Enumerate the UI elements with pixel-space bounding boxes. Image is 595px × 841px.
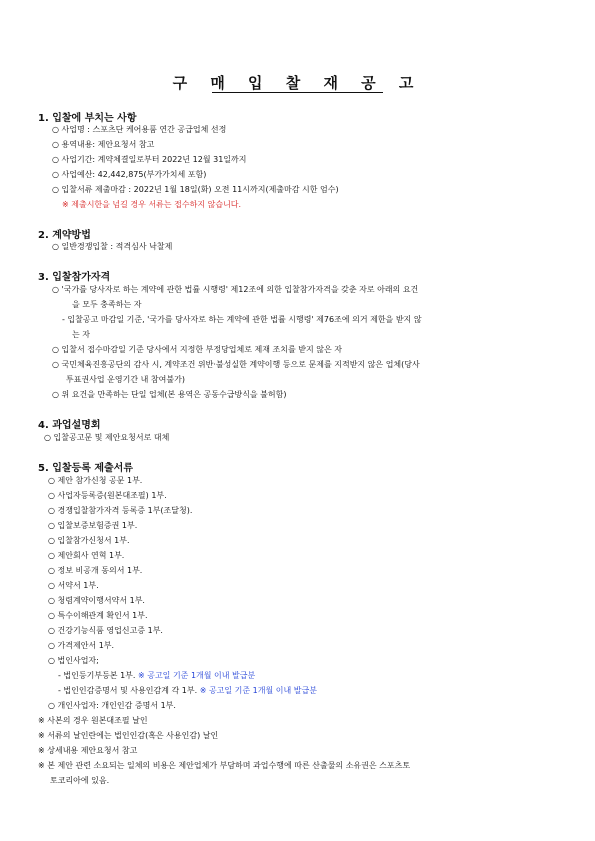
sub-item-text: - 법인인감증명서 및 사용인감계 각 1부. — [58, 686, 198, 695]
s5-item: ○ 정보 비공개 동의서 1부. — [48, 566, 143, 575]
s3-line: ○ 국민체육진흥공단의 감사 시, 계약조건 위반·불성실한 계약이행 등으로 문제를 지적받지 않은 업체(당사 — [52, 360, 420, 369]
s3-line: 투표권사업 운영기간 내 참여불가) — [66, 375, 185, 384]
section-2-heading: 2. 계약방법 — [38, 230, 91, 241]
section-1-heading: 1. 입찰에 부치는 사항 — [38, 113, 137, 124]
s4-item: ○ 입찰공고문 및 제안요청서로 대체 — [44, 433, 170, 442]
s5-item: ○ 입찰참가신청서 1부. — [48, 536, 130, 545]
section-5-heading: 5. 입찰등록 제출서류 — [38, 463, 133, 474]
section-3-heading: 3. 입찰참가자격 — [38, 272, 111, 283]
s1-item: ○ 용역내용: 제안요청서 참고 — [52, 140, 155, 149]
s3-line: 을 모두 충족하는 자 — [72, 300, 142, 309]
s5-item: ○ 건강기능식품 영업신고증 1부. — [48, 626, 163, 635]
s5-note: ※ 상세내용 제안요청서 참고 — [38, 746, 138, 755]
s2-item: ○ 일반경쟁입찰 : 적격심사 낙찰제 — [52, 242, 173, 251]
s5-note: ※ 본 제안 관련 소요되는 일체의 비용은 제안업체가 부담하며 과업수행에 따른 산출물의 소유권은 스포츠토 — [38, 761, 411, 770]
s5-item: ○ 가격제안서 1부. — [48, 641, 115, 650]
s5-sub-item — [58, 670, 255, 682]
s1-item: ○ 입찰서류 제출마감 : 2022년 1월 18일(화) 오전 11시까지(제출마감 시한 엄수) — [52, 185, 339, 194]
s5-item: ○ 서약서 1부. — [48, 581, 99, 590]
s5-note: 토코리아에 있음. — [50, 776, 110, 785]
s5-note: ※ 서류의 날인란에는 법인인감(혹은 사용인감) 날인 — [38, 731, 219, 740]
s5-item: ○ 특수이해관계 확인서 1부. — [48, 611, 148, 620]
s3-line: - 입찰공고 마감일 기준, '국가를 당사자로 하는 계약에 관한 법률 시행령' 제76조에 의거 제한을 받지 않 — [62, 315, 422, 324]
s5-item: ○ 법인사업자; — [48, 656, 99, 665]
s3-line: ○ 위 요건을 만족하는 단일 업체(본 용역은 공동수급방식을 불허함) — [52, 390, 287, 399]
s5-item: ○ 입찰보증보험증권 1부. — [48, 521, 138, 530]
s5-item: ○ 청렴계약이행서약서 1부. — [48, 596, 145, 605]
s5-item: ○ 제안 참가신청 공문 1부. — [48, 476, 143, 485]
s5-item: ○ 제안회사 연혁 1부. — [48, 551, 125, 560]
s3-line: ○ '국가를 당사자로 하는 계약에 관한 법률 시행령' 제12조에 의한 입찰참가자격을 갖춘 자로 아래의 요건 — [52, 285, 419, 294]
section-4-heading: 4. 과업설명회 — [38, 420, 101, 431]
sub-item-note: ※ 공고일 기준 1개월 이내 발급분 — [137, 671, 256, 680]
s5-item: ○ 경쟁입찰참가자격 등록증 1부(조달청). — [48, 506, 193, 515]
sub-item-text: - 법인등기부등본 1부. — [58, 671, 136, 680]
s5-sub-item — [58, 685, 317, 697]
s1-item: ○ 사업예산: 42,442,875(부가가치세 포함) — [52, 170, 207, 179]
s3-line: 는 자 — [72, 330, 90, 339]
sub-item-note: ※ 공고일 기준 1개월 이내 발급분 — [199, 686, 317, 695]
s5-note: ※ 사본의 경우 원본대조필 날인 — [38, 716, 148, 725]
s1-item: ○ 사업명 : 스포츠단 케어용품 연간 공급업체 선정 — [52, 125, 227, 134]
s5-item: ○ 사업자등록증(원본대조필) 1부. — [48, 491, 167, 500]
s1-item: ○ 사업기간: 계약체결일로부터 2022년 12월 31일까지 — [52, 155, 247, 164]
s5-item: ○ 개인사업자: 개인인감 증명서 1부. — [48, 701, 176, 710]
deadline-notice: ※ 제출시한을 넘길 경우 서류는 접수하지 않습니다. — [62, 200, 242, 209]
page-title: 구 매 입 찰 재 공 고 — [172, 74, 423, 92]
s3-line: ○ 입찰서 접수마감일 기준 당사에서 지정한 부정당업체로 제재 조치를 받지 않은 자 — [52, 345, 342, 354]
title-underline — [212, 92, 383, 93]
